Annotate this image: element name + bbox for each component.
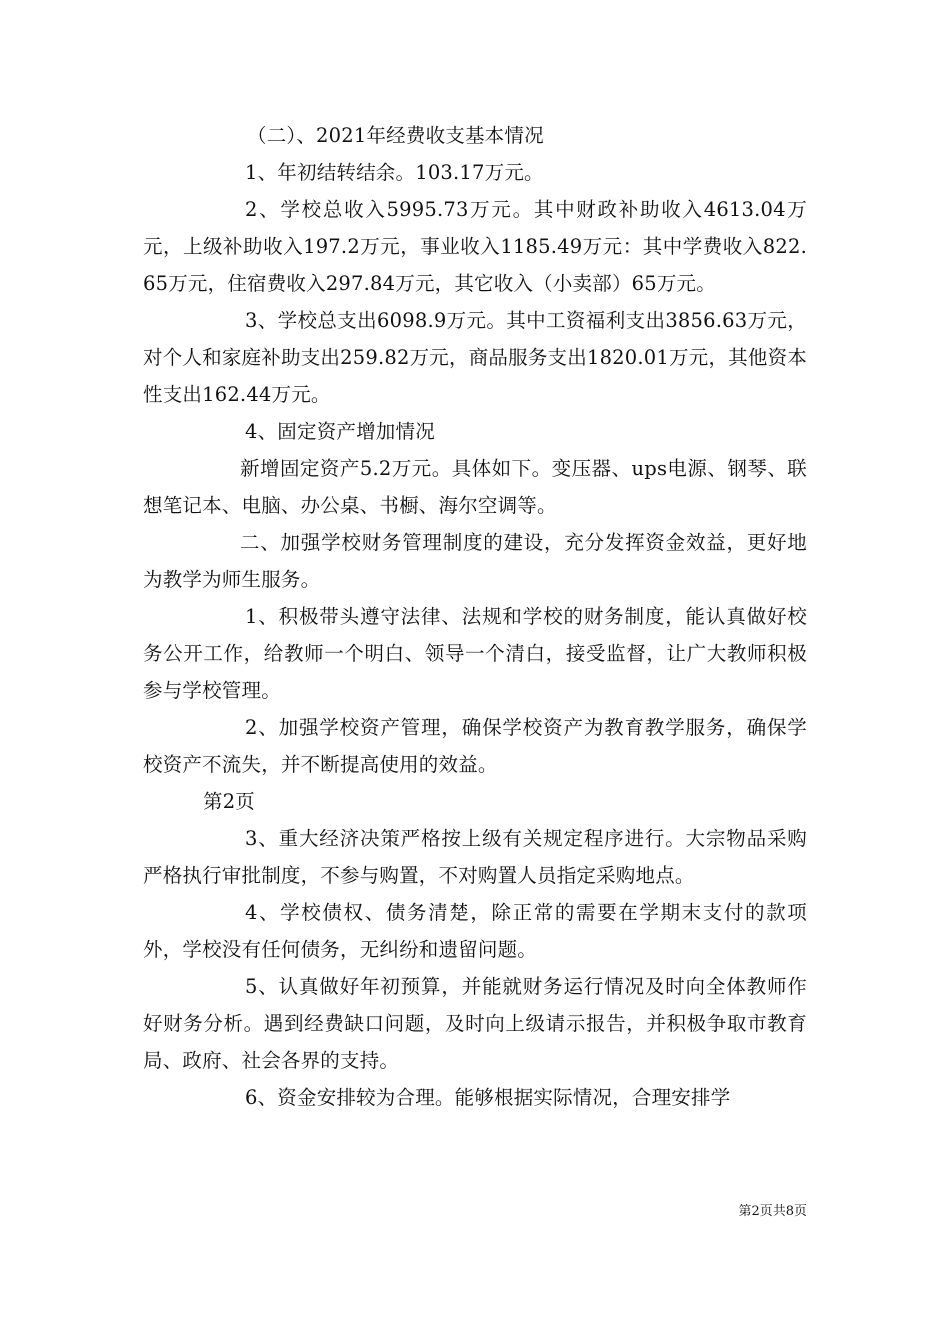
paragraph-debts: 4、学校债权、债务清楚，除正常的需要在学期末支付的款项外，学校没有任何债务，无纠纷和遗留问题。	[143, 901, 807, 961]
section-heading-management: 二、加强学校财务管理制度的建设，充分发挥资金效益，更好地为教学为师生服务。	[143, 531, 807, 591]
section-heading-expenditure: （二）、2021年经费收支基本情况	[247, 124, 544, 147]
page-marker: 第2页	[203, 790, 256, 813]
paragraph-asset-management: 2、加强学校资产管理，确保学校资产为教育教学服务，确保学校资产不流失，并不断提高使用的效益。	[143, 716, 807, 776]
document-body	[143, 117, 807, 1116]
paragraph-fixed-assets-heading: 4、固定资产增加情况	[245, 420, 435, 443]
paragraph-total-income: 2、学校总收入5995.73万元。其中财政补助收入4613.04万元，上级补助收入197.2万元，事业收入1185.49万元：其中学费收入822.65万元，住宿费收入297.84万元，其它收入（小卖部）65万元。	[143, 198, 807, 295]
paragraph-compliance: 1、积极带头遵守法律、法规和学校的财务制度，能认真做好校务公开工作，给教师一个明白、领导一个清白，接受监督，让广大教师积极参与学校管理。	[143, 605, 807, 702]
paragraph-opening-balance: 1、年初结转结余。103.17万元。	[245, 161, 544, 184]
paragraph-total-expenditure: 3、学校总支出6098.9万元。其中工资福利支出3856.63万元，对个人和家庭补助支出259.82万元，商品服务支出1820.01万元，其他资本性支出162.44万元。	[143, 309, 807, 406]
paragraph-economic-decisions: 3、重大经济决策严格按上级有关规定程序进行。大宗物品采购严格执行审批制度，不参与购置，不对购置人员指定采购地点。	[143, 827, 807, 887]
page-footer: 第2页共8页	[738, 1204, 807, 1219]
paragraph-fund-allocation: 6、资金安排较为合理。能够根据实际情况，合理安排学	[245, 1086, 731, 1109]
paragraph-new-fixed-assets: 新增固定资产5.2万元。具体如下。变压器、ups电源、钢琴、联想笔记本、电脑、办公桌、书橱、海尔空调等。	[143, 457, 807, 517]
paragraph-budget: 5、认真做好年初预算，并能就财务运行情况及时向全体教师作好财务分析。遇到经费缺口问题，及时向上级请示报告，并积极争取市教育局、政府、社会各界的支持。	[143, 975, 807, 1072]
